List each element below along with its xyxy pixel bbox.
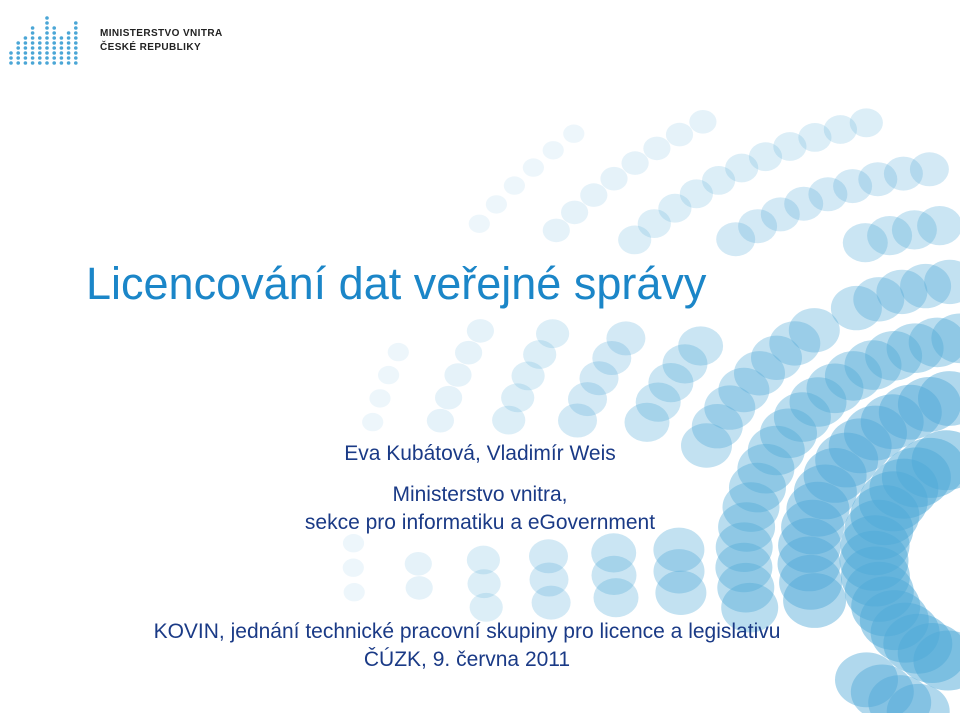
event-line-2: ČÚZK, 9. června 2011 bbox=[363, 648, 571, 671]
logo-dot bbox=[45, 16, 49, 20]
logo-dot bbox=[52, 46, 56, 50]
logo-wordmark bbox=[100, 27, 223, 55]
logo-dot bbox=[38, 56, 42, 60]
logo-dot bbox=[74, 41, 78, 45]
logo-dot bbox=[16, 61, 20, 65]
logo-dot bbox=[52, 51, 56, 55]
logo-dot bbox=[45, 46, 49, 50]
slide-title: Licencování dat veřejné správy bbox=[86, 258, 707, 309]
logo-dot bbox=[45, 61, 49, 65]
background-dot bbox=[523, 158, 544, 176]
background-dot bbox=[678, 326, 723, 365]
logo-dot bbox=[52, 26, 56, 30]
logo-text-line2: ČESKÉ REPUBLIKY bbox=[100, 42, 202, 53]
logo-dot bbox=[24, 46, 28, 50]
background-dot bbox=[467, 546, 500, 575]
logo-dot bbox=[45, 56, 49, 60]
logo-dot bbox=[74, 36, 78, 40]
logo-dot bbox=[24, 56, 28, 60]
logo-dot bbox=[74, 56, 78, 60]
logo-dot bbox=[67, 46, 71, 50]
logo-dot bbox=[67, 31, 71, 35]
background-dot bbox=[561, 201, 588, 225]
background-dot bbox=[529, 539, 568, 573]
background-dot bbox=[486, 195, 507, 213]
logo-dot bbox=[52, 61, 56, 65]
logo-dot bbox=[74, 61, 78, 65]
logo-dot bbox=[74, 21, 78, 25]
logo-dot bbox=[16, 51, 20, 55]
logo-dot bbox=[31, 26, 35, 30]
logo-dot bbox=[31, 61, 35, 65]
logo-dot bbox=[31, 36, 35, 40]
institution-line-2: sekce pro informatiku a eGovernment bbox=[304, 511, 656, 534]
background-dot bbox=[343, 534, 364, 552]
background-dot bbox=[563, 125, 584, 143]
logo-dot bbox=[67, 61, 71, 65]
logo-dot bbox=[9, 61, 13, 65]
background-dot bbox=[606, 321, 645, 355]
logo-text-line1: MINISTERSTVO VNITRA bbox=[100, 28, 223, 39]
authors: Eva Kubátová, Vladimír Weis bbox=[344, 442, 616, 465]
background-dot bbox=[543, 141, 564, 159]
background-dot bbox=[344, 583, 365, 601]
logo-dot bbox=[52, 56, 56, 60]
logo-dot bbox=[38, 61, 42, 65]
background-dot bbox=[435, 386, 462, 410]
background-dot bbox=[591, 533, 636, 572]
background-dot bbox=[343, 559, 364, 577]
background-dot bbox=[622, 151, 649, 175]
logo-dot bbox=[24, 51, 28, 55]
logo-dot bbox=[45, 41, 49, 45]
logo-dot bbox=[16, 56, 20, 60]
background-dot bbox=[600, 167, 627, 191]
logo-dot bbox=[45, 26, 49, 30]
background-dot bbox=[388, 343, 409, 361]
logo-dot bbox=[52, 31, 56, 35]
logo-dot bbox=[38, 41, 42, 45]
logo-dot bbox=[38, 46, 42, 50]
logo-dot bbox=[67, 56, 71, 60]
logo-dot bbox=[38, 36, 42, 40]
logo-dot bbox=[16, 46, 20, 50]
background-dot bbox=[580, 183, 607, 207]
logo-dot bbox=[45, 36, 49, 40]
logo-dot bbox=[74, 46, 78, 50]
background-dot bbox=[917, 206, 960, 245]
logo-dot bbox=[38, 51, 42, 55]
logo-dot bbox=[9, 56, 13, 60]
logo-dot bbox=[67, 51, 71, 55]
background-dot bbox=[643, 137, 670, 161]
background-dot bbox=[467, 319, 494, 343]
background-dot bbox=[405, 552, 432, 576]
logo-dot bbox=[74, 51, 78, 55]
background-dot bbox=[362, 413, 383, 431]
logo-dot bbox=[60, 41, 64, 45]
logo-dot bbox=[24, 61, 28, 65]
background-dot bbox=[666, 123, 693, 147]
logo-dot bbox=[52, 36, 56, 40]
logo-dot bbox=[60, 51, 64, 55]
logo-dot bbox=[31, 46, 35, 50]
background-dot bbox=[444, 363, 471, 387]
event-line-1: KOVIN, jednání technické pracovní skupiny pro licence a legislativu bbox=[153, 620, 781, 643]
logo-dot bbox=[60, 46, 64, 50]
logo-dot bbox=[31, 51, 35, 55]
logo-dot bbox=[60, 56, 64, 60]
background-dot bbox=[406, 576, 433, 600]
logo-dot bbox=[67, 36, 71, 40]
background-dot bbox=[850, 108, 883, 137]
logo-dot bbox=[74, 31, 78, 35]
background-dot bbox=[455, 341, 482, 365]
logo-dot bbox=[24, 41, 28, 45]
background-dot bbox=[427, 409, 454, 433]
background-dot bbox=[543, 219, 570, 243]
logo-dot bbox=[45, 51, 49, 55]
logo-dot bbox=[60, 36, 64, 40]
logo-dot bbox=[60, 61, 64, 65]
background-dot bbox=[504, 176, 525, 194]
logo-dot bbox=[24, 36, 28, 40]
background-dot bbox=[910, 152, 949, 186]
logo-bars-icon bbox=[8, 6, 88, 66]
background-dot bbox=[469, 215, 490, 233]
background-dot bbox=[369, 389, 390, 407]
background-dot bbox=[536, 319, 569, 348]
logo-dot bbox=[31, 41, 35, 45]
logo-dot bbox=[67, 41, 71, 45]
logo-dot bbox=[45, 31, 49, 35]
background-dot bbox=[378, 366, 399, 384]
institution-line-1: Ministerstvo vnitra, bbox=[392, 483, 568, 506]
logo-dot bbox=[9, 51, 13, 55]
logo-dot bbox=[74, 26, 78, 30]
logo-dot bbox=[16, 41, 20, 45]
logo-dot bbox=[31, 31, 35, 35]
logo-dot bbox=[45, 21, 49, 25]
logo-dot bbox=[31, 56, 35, 60]
logo-dot bbox=[52, 41, 56, 45]
ministry-logo bbox=[8, 6, 228, 66]
background-dot bbox=[689, 110, 716, 134]
